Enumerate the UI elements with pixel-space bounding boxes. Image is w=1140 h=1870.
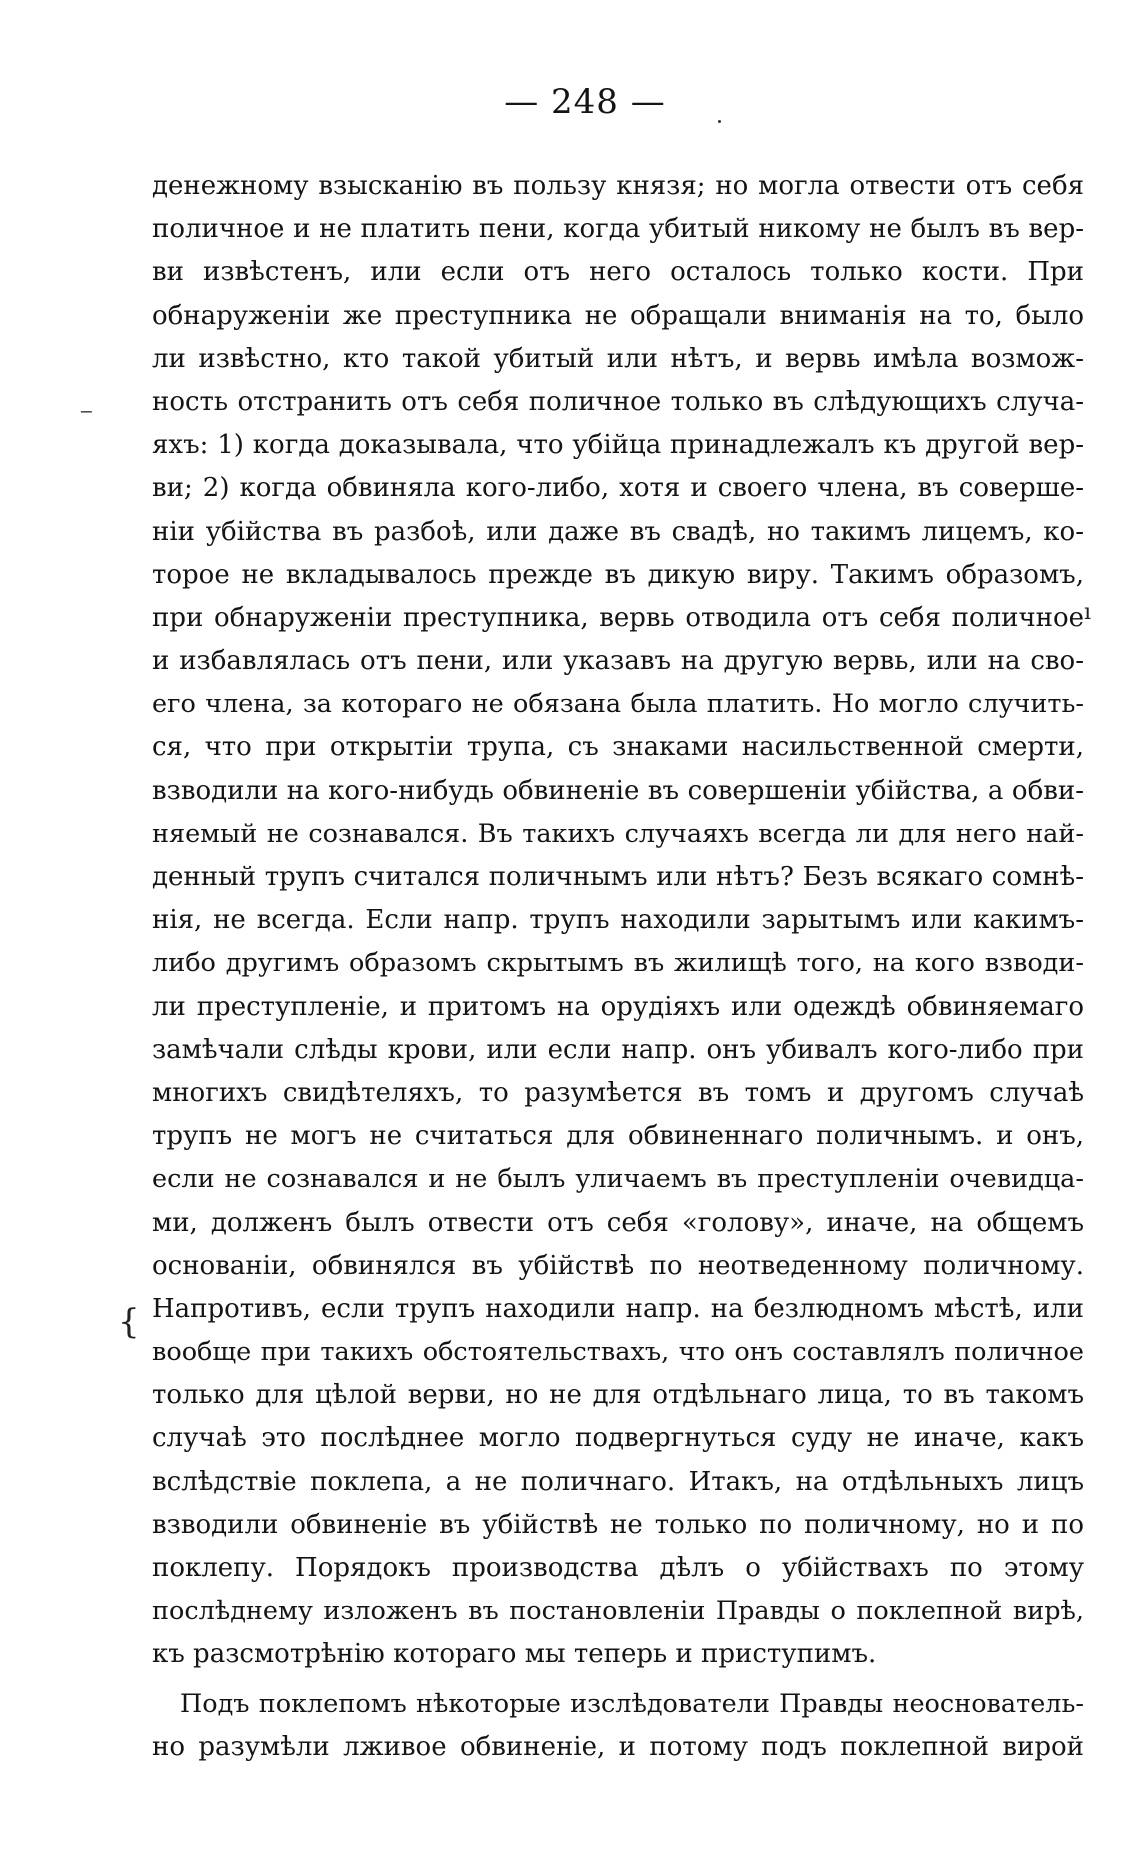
- text-line: денный трупъ считался поличнымъ или нѣтъ? Безъ всякаго сомнѣ-: [152, 862, 1084, 892]
- text-line: ніи убійства въ разбоѣ, или даже въ свадѣ, но такимъ лицемъ, ко-: [152, 516, 1084, 547]
- text-line: послѣднему изложенъ въ постановленіи Правды о поклепной вирѣ,: [152, 1596, 1084, 1627]
- text-line: либо другимъ образомъ скрытымъ въ жилищѣ того, на кого взводи-: [152, 948, 1084, 979]
- text-line: поклепу. Порядокъ производства дѣлъ о убійствахъ по этому: [152, 1553, 1084, 1583]
- page-number: — 248 —: [504, 82, 666, 122]
- text-line: трупъ не могъ не считаться для обвиненнаго поличнымъ. и онъ,: [152, 1121, 1084, 1152]
- text-line: вообще при такихъ обстоятельствахъ, что онъ составлялъ поличное: [152, 1337, 1084, 1368]
- text-line: многихъ свидѣтеляхъ, то разумѣется въ томъ и другомъ случаѣ: [152, 1077, 1084, 1108]
- text-line: ви извѣстенъ, или если отъ него осталось только кости. При: [152, 257, 1084, 288]
- text-line: взводили на кого-нибудь обвиненіе въ совершеніи убійства, а обви-: [152, 775, 1084, 806]
- text-line: ви; 2) когда обвиняла кого-либо, хотя и своего члена, въ соверше-: [152, 473, 1084, 504]
- text-line: торое не вкладывалось прежде въ дикую виру. Такимъ образомъ,: [152, 559, 1084, 590]
- text-line: ми, долженъ былъ отвести отъ себя «голову», иначе, на общемъ: [152, 1207, 1084, 1238]
- text-line: только для цѣлой верви, но не для отдѣльнаго лица, то въ такомъ: [152, 1380, 1084, 1411]
- main-text: [152, 165, 1084, 1769]
- text-line: при обнаруженіи преступника, вервь отводила отъ себя поличное: [152, 602, 1084, 633]
- print-speck: [718, 120, 721, 123]
- text-line: замѣчали слѣды крови, или если напр. онъ убивалъ кого-либо при: [152, 1034, 1084, 1065]
- margin-tick-mark: ı: [1084, 600, 1092, 625]
- text-line: Напротивъ, если трупъ находили напр. на безлюдномъ мѣстѣ, или: [152, 1293, 1084, 1324]
- text-line: вслѣдствіе поклепа, а не поличнаго. Итакъ, на отдѣльныхъ лицъ: [152, 1466, 1084, 1497]
- paragraph-1: [152, 165, 1084, 1677]
- text-line: обнаруженіи же преступника не обращали вниманія на то, было: [152, 300, 1084, 331]
- text-line: ли извѣстно, кто такой убитый или нѣтъ, и вервь имѣла возмож-: [152, 343, 1084, 374]
- text-line: яхъ: 1) когда доказывала, что убійца принадлежалъ къ другой вер-: [152, 430, 1084, 461]
- margin-tick-mark: ‒: [80, 398, 93, 422]
- text-line: его члена, за котораго не обязана была платить. Но могло случить-: [152, 689, 1084, 720]
- text-line: ли преступленіе, и притомъ на орудіяхъ или одеждѣ обвиняемаго: [152, 991, 1084, 1022]
- text-line: Подъ поклепомъ нѣкоторые изслѣдователи Правды неоснователь-: [180, 1688, 1084, 1719]
- text-line: но разумѣли лживое обвиненіе, и потому подъ поклепной вирой: [152, 1731, 1084, 1762]
- paragraph-2: [152, 1683, 1084, 1769]
- text-line: къ разсмотрѣнію котораго мы теперь и приступимъ.: [152, 1639, 877, 1670]
- text-line: основаніи, обвинялся въ убійствѣ по неотведенному поличному.: [152, 1250, 1084, 1281]
- text-line: взводили обвиненіе въ убійствѣ не только по поличному, но и по: [152, 1509, 1084, 1540]
- margin-bracket-mark: {: [118, 1302, 140, 1342]
- text-line: поличное и не платить пени, когда убитый никому не былъ въ вер-: [152, 214, 1084, 245]
- text-line: ность отстранить отъ себя поличное только въ слѣдующихъ случа-: [152, 386, 1084, 417]
- text-line: нія, не всегда. Если напр. трупъ находили зарытымъ или какимъ-: [152, 905, 1084, 936]
- text-line: денежному взысканію въ пользу князя; но могла отвести отъ себя: [152, 171, 1084, 201]
- text-line: и избавлялась отъ пени, или указавъ на другую вервь, или на сво-: [152, 646, 1084, 677]
- text-line: няемый не сознавался. Въ такихъ случаяхъ всегда ли для него най-: [152, 818, 1084, 849]
- text-line: ся, что при открытіи трупа, съ знаками насильственной смерти,: [152, 732, 1084, 763]
- text-line: если не сознавался и не былъ уличаемъ въ преступленіи очевидца-: [152, 1164, 1084, 1195]
- text-line: случаѣ это послѣднее могло подвергнуться суду не иначе, какъ: [152, 1423, 1084, 1454]
